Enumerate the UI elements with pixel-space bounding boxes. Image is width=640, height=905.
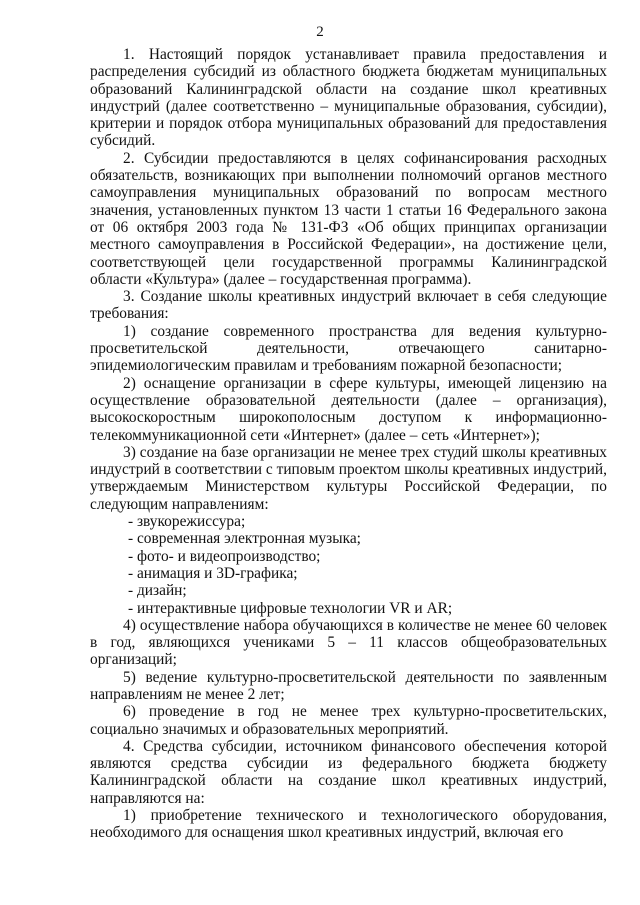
document-body [90,46,607,842]
requirement-6: 6) проведение в год не менее трех культурно-просветительских, социально значимых и образовательных мероприятий. [90,703,607,738]
list-item: - современная электронная музыка; [128,530,361,548]
list-item: - анимация и 3D-графика; [128,564,298,582]
requirement-5: 5) ведение культурно-просветительской деятельности по заявленным направлениям не менее 2 лет; [90,668,607,703]
paragraph-2: 2. Субсидии предоставляются в целях софинансирования расходных обязательств, возникающих при выполнении полномочий органов местного самоуправления муниципальных образований по вопросам местного значения, установленных пунктом 13 части 1 статьи 16 Федерального закона от 06 октября 2003 года № 131-ФЗ «Об общих принципах организации местного самоуправления в Российской Федерации», на достижение цели, соответствующей цели государственной программы Калининградской области «Культура» (далее – государственная программа). [90,149,607,288]
paragraph-1: 1. Настоящий порядок устанавливает правила предоставления и распределения субсидий из областного бюджета бюджетам муниципальных образований Калининградской области на создание школ креативных индустрий (далее соответственно – муниципальные образования, субсидии), критерии и порядок отбора муниципальных образований для предоставления субсидий. [90,46,607,150]
page-number: 2 [316,24,324,40]
paragraph-3: 3. Создание школы креативных индустрий включает в себя следующие требования: [90,288,607,323]
list-item: - звукорежиссура; [128,513,246,531]
paragraph-4-item-1: 1) приобретение технического и технологического оборудования, необходимого для оснащения школ креативных индустрий, включая его [90,807,607,842]
requirement-4: 4) осуществление набора обучающихся в количестве не менее 60 человек в год, являющихся учениками 5 – 11 классов общеобразовательных организаций; [90,616,607,669]
list-item: - интерактивные цифровые технологии VR и AR; [128,599,453,617]
requirement-2: 2) оснащение организации в сфере культуры, имеющей лицензию на осуществление образовательной деятельности (далее – организация), высокоскоростным широкополосным доступом к информационно-телекоммуникационной сети «Интернет» (далее – сеть «Интернет»); [90,374,607,444]
list-item: - дизайн; [128,582,187,600]
paragraph-4: 4. Средства субсидии, источником финансового обеспечения которой являются средства субсидии из федерального бюджета бюджету Калининградской области на создание школ креативных индустрий, направляются на: [90,737,607,807]
requirement-3: 3) создание на базе организации не менее трех студий школы креативных индустрий в соответствии с типовым проектом школы креативных индустрий, утверждаемым Министерством культуры Российской Федерации, по следующим направлениям: [90,443,607,513]
requirement-1: 1) создание современного пространства для ведения культурно-просветительской деятельности, отвечающего санитарно-эпидемиологическим правилам и требованиям пожарной безопасности; [90,322,607,375]
list-item: - фото- и видеопроизводство; [128,547,321,565]
